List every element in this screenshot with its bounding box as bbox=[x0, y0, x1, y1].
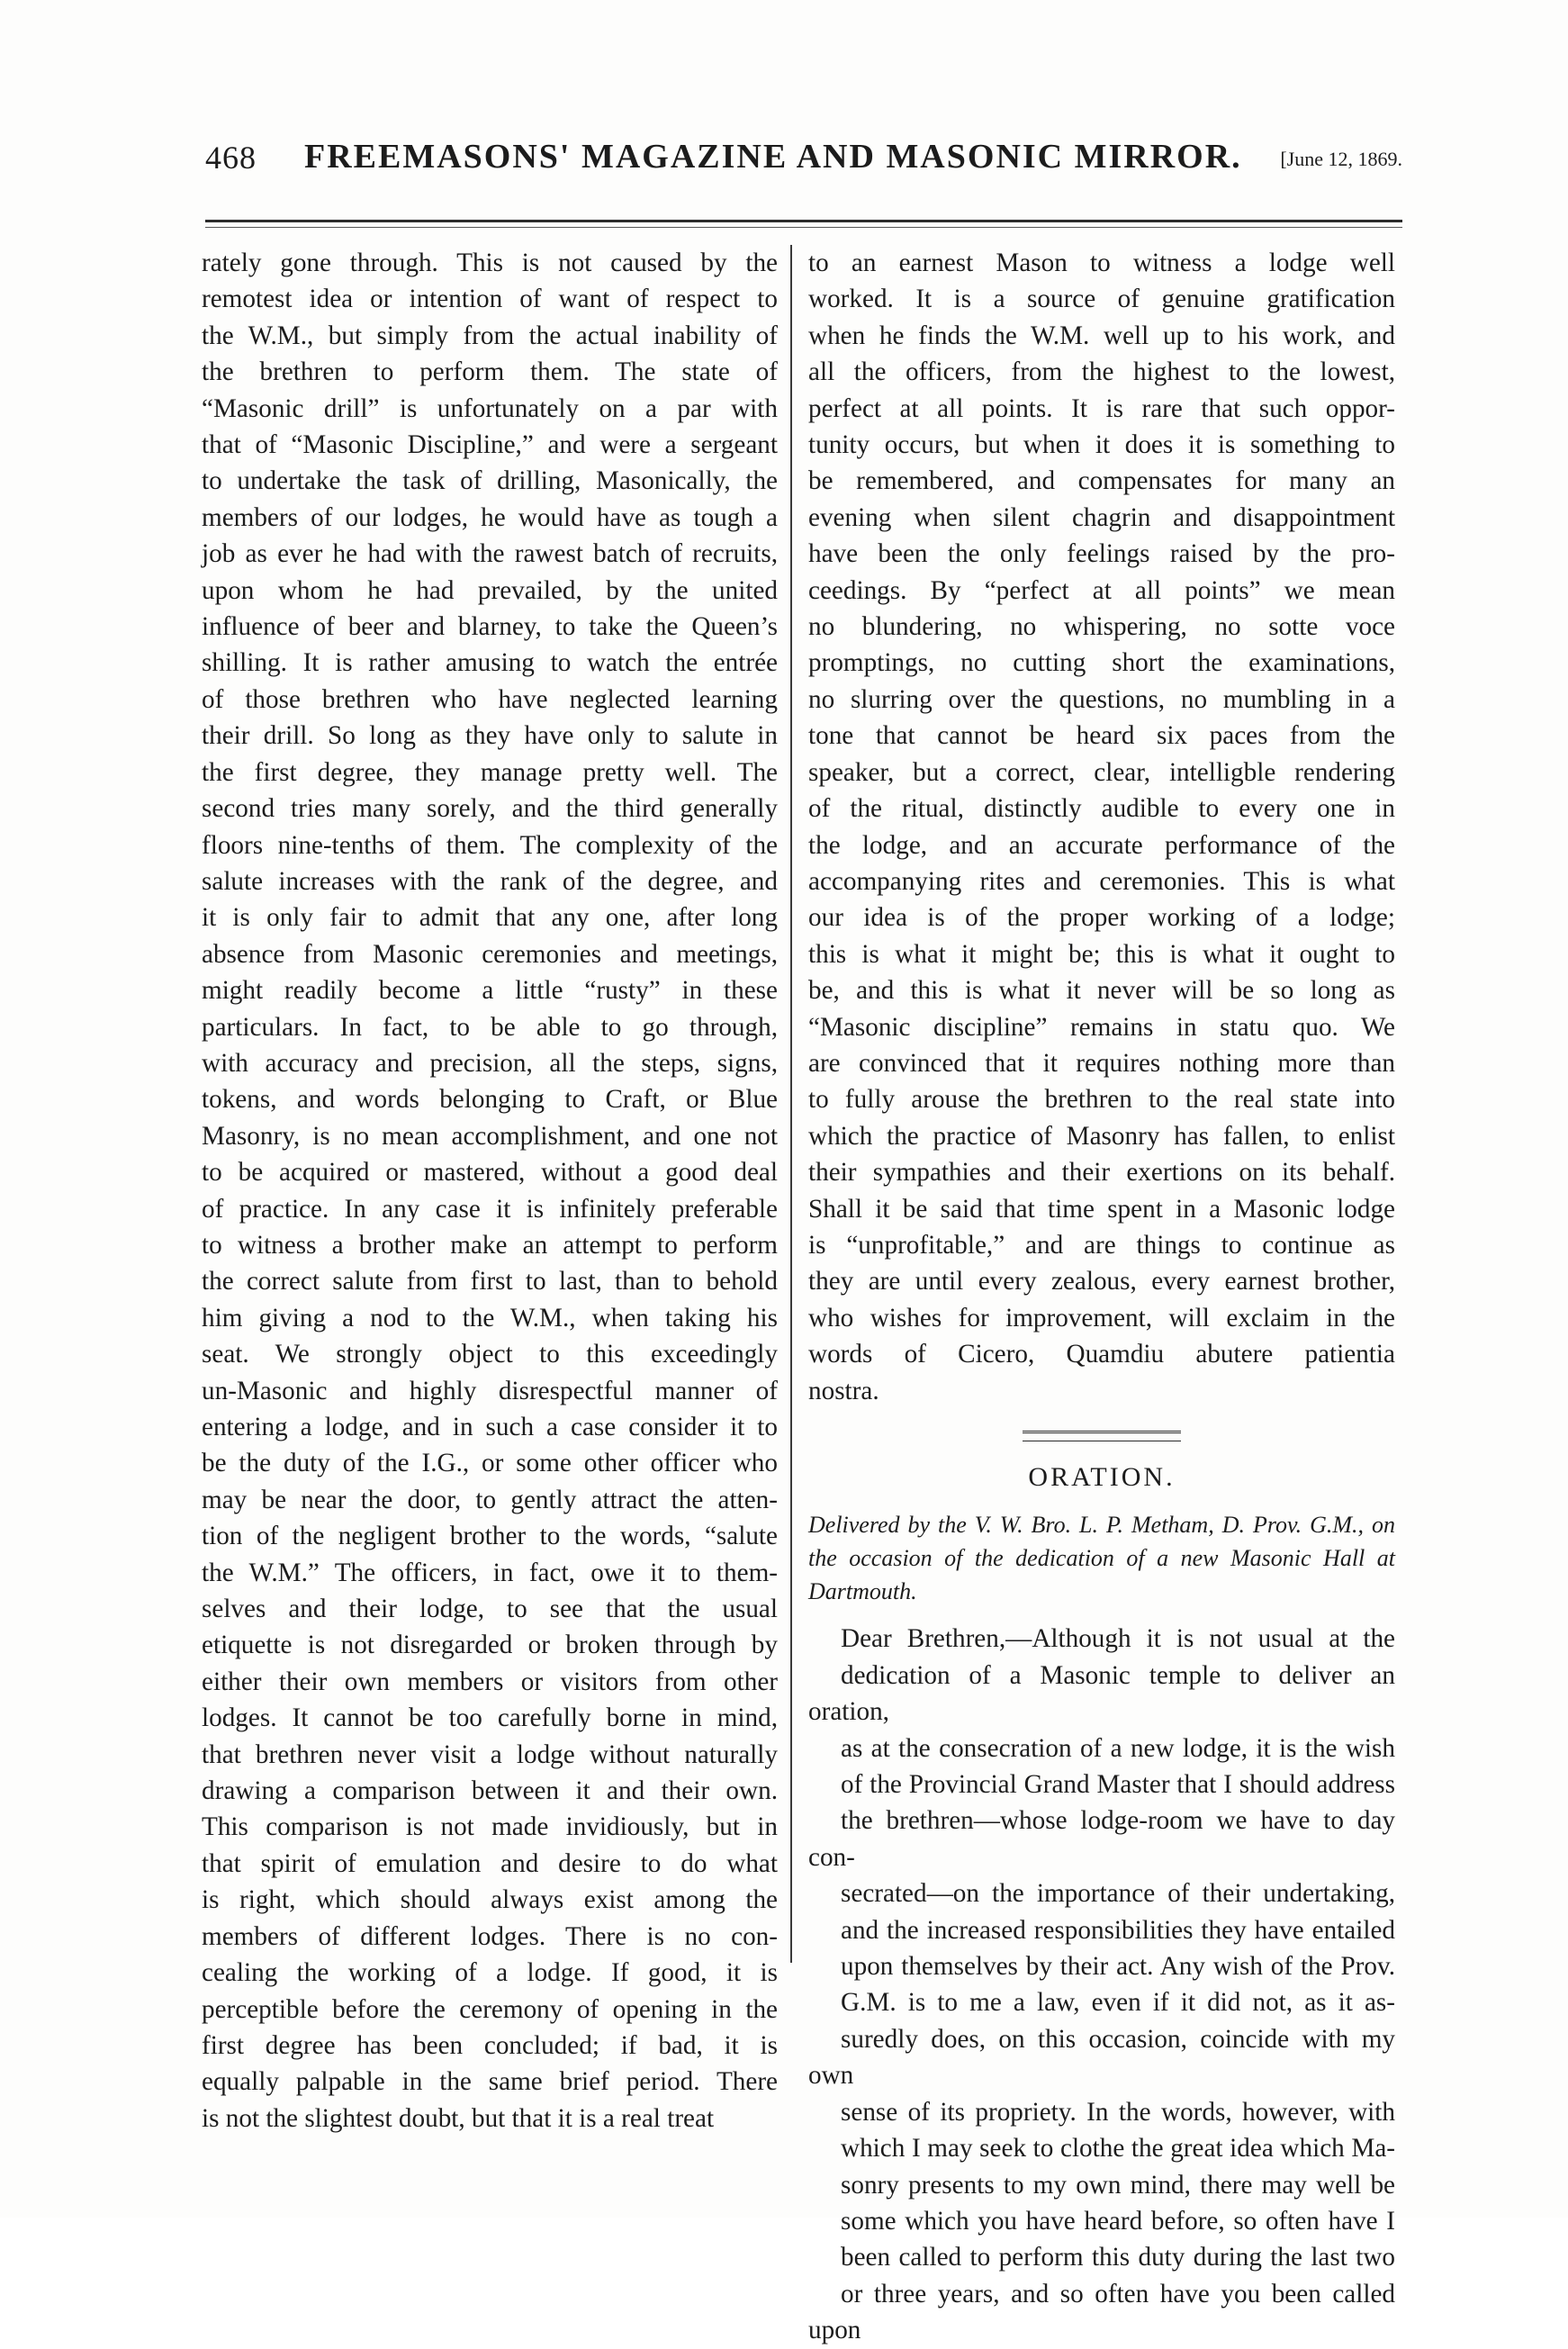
left-column-line: salute increases with the rank of the degree, and bbox=[202, 866, 778, 896]
right-column-line: Shall it be said that time spent in a Masonic lodge bbox=[808, 1194, 1395, 1224]
right-column-line: speaker, but a correct, clear, intelligble rendering bbox=[808, 757, 1395, 787]
left-column-line: first degree has been concluded; if bad, it is bbox=[202, 2030, 778, 2060]
oration-line: of the Provincial Grand Master that I should address bbox=[841, 1770, 1395, 1800]
left-column-line: selves and their lodge, to see that the usual bbox=[202, 1595, 778, 1624]
left-column-line: tokens, and words belonging to Craft, or Blue bbox=[202, 1085, 778, 1115]
oration-line: upon themselves by their act. Any wish of the Prov. bbox=[841, 1952, 1395, 1982]
left-column-line: drawing a comparison between it and their own. bbox=[202, 1776, 778, 1806]
left-column-line: influence of beer and blarney, to take the Queen’s bbox=[202, 612, 778, 642]
left-column-line: to undertake the task of drilling, Masonically, the bbox=[202, 466, 778, 496]
left-column-line: the first degree, they manage pretty well. The bbox=[202, 757, 778, 787]
left-column-line: is not the slightest doubt, but that it is a real treat bbox=[202, 2103, 715, 2133]
left-column-line: to witness a brother make an attempt to perform bbox=[202, 1230, 778, 1260]
right-column-line: evening when silent chagrin and disappointment bbox=[808, 502, 1395, 532]
oration-line: as at the consecration of a new lodge, it is the wish bbox=[841, 1733, 1395, 1763]
section-rule bbox=[1023, 1431, 1181, 1437]
oration-line: suredly does, on this occasion, coincide with my own bbox=[808, 2024, 1395, 2091]
left-column-line: job as ever he had with the rawest batch of recruits, bbox=[202, 539, 778, 569]
left-column-line: their drill. So long as they have only to salute in bbox=[202, 721, 778, 751]
right-column-line: of the ritual, distinctly audible to every one in bbox=[808, 794, 1395, 824]
left-column-line: equally palpable in the same brief period. There bbox=[202, 2067, 778, 2097]
left-column-line: This comparison is not made invidiously, but in bbox=[202, 1812, 778, 1842]
right-column-line: tone that cannot be heard six paces from the bbox=[808, 721, 1395, 751]
left-column-line: lodges. It cannot be too carefully borne in mind, bbox=[202, 1703, 778, 1733]
left-column-line: perceptible before the ceremony of opening in the bbox=[202, 1994, 778, 2024]
oration-line: sonry presents to my own mind, there may well be bbox=[841, 2170, 1395, 2200]
left-column-line: “Masonic drill” is unfortunately on a par with bbox=[202, 393, 778, 423]
right-column-line: words of Cicero, Quamdiu abutere patientia bbox=[808, 1340, 1395, 1369]
right-column-line: this is what it might be; this is what it ought to bbox=[808, 939, 1395, 969]
page-number: 468 bbox=[205, 140, 257, 176]
left-column-line: be the duty of the I.G., or some other officer who bbox=[202, 1449, 778, 1478]
right-column-line: are convinced that it requires nothing more than bbox=[808, 1048, 1395, 1078]
left-column-line: floors nine-tenths of them. The complexity of the bbox=[202, 830, 778, 860]
section-title: ORATION. bbox=[1028, 1462, 1176, 1492]
right-column-line: accompanying rites and ceremonies. This is what bbox=[808, 866, 1395, 896]
right-column-line: worked. It is a source of genuine gratification bbox=[808, 285, 1395, 314]
left-column-line: with accuracy and precision, all the steps, signs, bbox=[202, 1048, 778, 1078]
left-column bbox=[202, 245, 778, 2137]
right-column-line: is “unprofitable,” and are things to continue as bbox=[808, 1230, 1395, 1260]
left-column-line: that of “Masonic Discipline,” and were a sergeant bbox=[202, 430, 778, 460]
right-column-line: to fully arouse the brethren to the real state into bbox=[808, 1085, 1395, 1115]
right-column-line: promptings, no cutting short the examinations, bbox=[808, 648, 1395, 678]
oration-line: the brethren—whose lodge-room we have to day con- bbox=[808, 1806, 1395, 1872]
left-column-line: tion of the negligent brother to the words, “salute bbox=[202, 1522, 778, 1551]
oration-line: dedication of a Masonic temple to deliver an oration, bbox=[808, 1660, 1395, 1727]
left-column-line: Masonry, is no mean accomplishment, and one not bbox=[202, 1121, 778, 1151]
left-column-line: absence from Masonic ceremonies and meetings, bbox=[202, 939, 778, 969]
right-column-line: nostra. bbox=[808, 1376, 879, 1405]
left-column-line: members of our lodges, he would have as tough a bbox=[202, 502, 778, 532]
left-column-line: to be acquired or mastered, without a good deal bbox=[202, 1158, 778, 1188]
right-column-line: who wishes for improvement, will exclaim in the bbox=[808, 1303, 1395, 1333]
column-divider bbox=[790, 245, 792, 1963]
right-column-line: no blundering, no whispering, no sotte voce bbox=[808, 612, 1395, 642]
left-column-line: the W.M.” The officers, in fact, owe it to them- bbox=[202, 1558, 778, 1587]
left-column-line: shilling. It is rather amusing to watch the entrée bbox=[202, 648, 778, 678]
left-column-line: second tries many sorely, and the third generally bbox=[202, 794, 778, 824]
page-header bbox=[205, 133, 1402, 187]
left-column-line: remotest idea or intention of want of respect to bbox=[202, 285, 778, 314]
left-column-line: might readily become a little “rusty” in these bbox=[202, 976, 778, 1006]
left-column-line: that spirit of emulation and desire to do what bbox=[202, 1848, 778, 1878]
left-column-text bbox=[202, 245, 778, 2137]
right-column-line: when he finds the W.M. well up to his work, and bbox=[808, 321, 1395, 350]
left-column-line: it is only fair to admit that any one, after long bbox=[202, 903, 778, 933]
left-column-line: him giving a nod to the W.M., when taking his bbox=[202, 1303, 778, 1333]
header-rule-thin bbox=[205, 227, 1402, 228]
right-column-line: perfect at all points. It is rare that such oppor- bbox=[808, 393, 1395, 423]
left-column-line: that brethren never visit a lodge without naturally bbox=[202, 1739, 778, 1769]
right-column-line: tunity occurs, but when it does it is something to bbox=[808, 430, 1395, 460]
header-rule bbox=[205, 220, 1402, 222]
left-column-line: un-Masonic and highly disrespectful manner of bbox=[202, 1376, 778, 1405]
right-column-line: they are until every zealous, every earnest brother, bbox=[808, 1267, 1395, 1296]
left-column-line: entering a lodge, and in such a case consider it to bbox=[202, 1413, 778, 1441]
right-column-line: no slurring over the questions, no mumbling in a bbox=[808, 684, 1395, 714]
oration-line: sense of its propriety. In the words, however, with bbox=[841, 2097, 1395, 2127]
left-column-line: of practice. In any case it is infinitely preferable bbox=[202, 1194, 778, 1224]
left-column-line: of those brethren who have neglected learning bbox=[202, 684, 778, 714]
right-column-line: our idea is of the proper working of a lodge; bbox=[808, 903, 1395, 933]
right-column bbox=[808, 245, 1395, 2349]
right-column-line: all the officers, from the highest to the lowest, bbox=[808, 357, 1395, 387]
right-column-line: “Masonic discipline” remains in statu quo. We bbox=[808, 1012, 1395, 1042]
left-column-line: particulars. In fact, to be able to go through, bbox=[202, 1012, 778, 1042]
left-column-line: the W.M., but simply from the actual inability of bbox=[202, 321, 778, 350]
right-column-line: to an earnest Mason to witness a lodge well bbox=[808, 248, 1395, 277]
oration-byline: Delivered by the V. W. Bro. L. P. Metham, D. Prov. G.M., on the occasion of the dedication of a new Masonic Hall at Dartmouth. bbox=[808, 1512, 1395, 1605]
left-column-line: either their own members or visitors from other bbox=[202, 1667, 778, 1696]
right-column-line: be remembered, and compensates for many an bbox=[808, 466, 1395, 496]
left-column-line: etiquette is not disregarded or broken through by bbox=[202, 1631, 778, 1660]
oration-line: been called to perform this duty during the last two bbox=[841, 2243, 1395, 2272]
running-title: FREEMASONS' MAGAZINE AND MASONIC MIRROR. bbox=[304, 138, 1242, 176]
right-column-line: ceedings. By “perfect at all points” we mean bbox=[808, 575, 1395, 605]
oration-line: secrated—on the importance of their undertaking, bbox=[841, 1879, 1395, 1909]
right-column-line: their sympathies and their exertions on its behalf. bbox=[808, 1158, 1395, 1188]
oration-line: and the increased responsibilities they have entailed bbox=[841, 1915, 1395, 1945]
left-column-line: may be near the door, to gently attract the atten- bbox=[202, 1485, 778, 1514]
left-column-line: cealing the working of a lodge. If good, it is bbox=[202, 1958, 778, 1988]
left-column-line: rately gone through. This is not caused by the bbox=[202, 248, 778, 277]
oration-text bbox=[808, 1621, 1395, 2348]
oration-line: Dear Brethren,—Although it is not usual at the bbox=[841, 1624, 1395, 1654]
left-column-line: members of different lodges. There is no con- bbox=[202, 1921, 778, 1951]
right-column-line: which the practice of Masonry has fallen, to enlist bbox=[808, 1121, 1395, 1151]
left-column-line: upon whom he had prevailed, by the united bbox=[202, 575, 778, 605]
left-column-line: is right, which should always exist among the bbox=[202, 1885, 778, 1915]
oration-line: some which you have heard before, so often have I bbox=[841, 2206, 1395, 2236]
oration-line: which I may seek to clothe the great idea which Ma- bbox=[841, 2134, 1395, 2164]
left-column-line: seat. We strongly object to this exceedingly bbox=[202, 1340, 778, 1369]
right-column-line: have been the only feelings raised by the pro- bbox=[808, 539, 1395, 569]
left-column-line: the correct salute from first to last, than to behold bbox=[202, 1267, 778, 1296]
right-column-line: the lodge, and an accurate performance of the bbox=[808, 830, 1395, 860]
oration-line: G.M. is to me a law, even if it did not, as it as- bbox=[841, 1988, 1395, 2018]
left-column-line: the brethren to perform them. The state of bbox=[202, 357, 778, 387]
oration-line: or three years, and so often have you been called upon bbox=[808, 2279, 1395, 2345]
right-column-line: be, and this is what it never will be so long as bbox=[808, 976, 1395, 1006]
issue-date: [June 12, 1869. bbox=[1280, 148, 1402, 170]
right-column-text bbox=[808, 245, 1395, 1409]
